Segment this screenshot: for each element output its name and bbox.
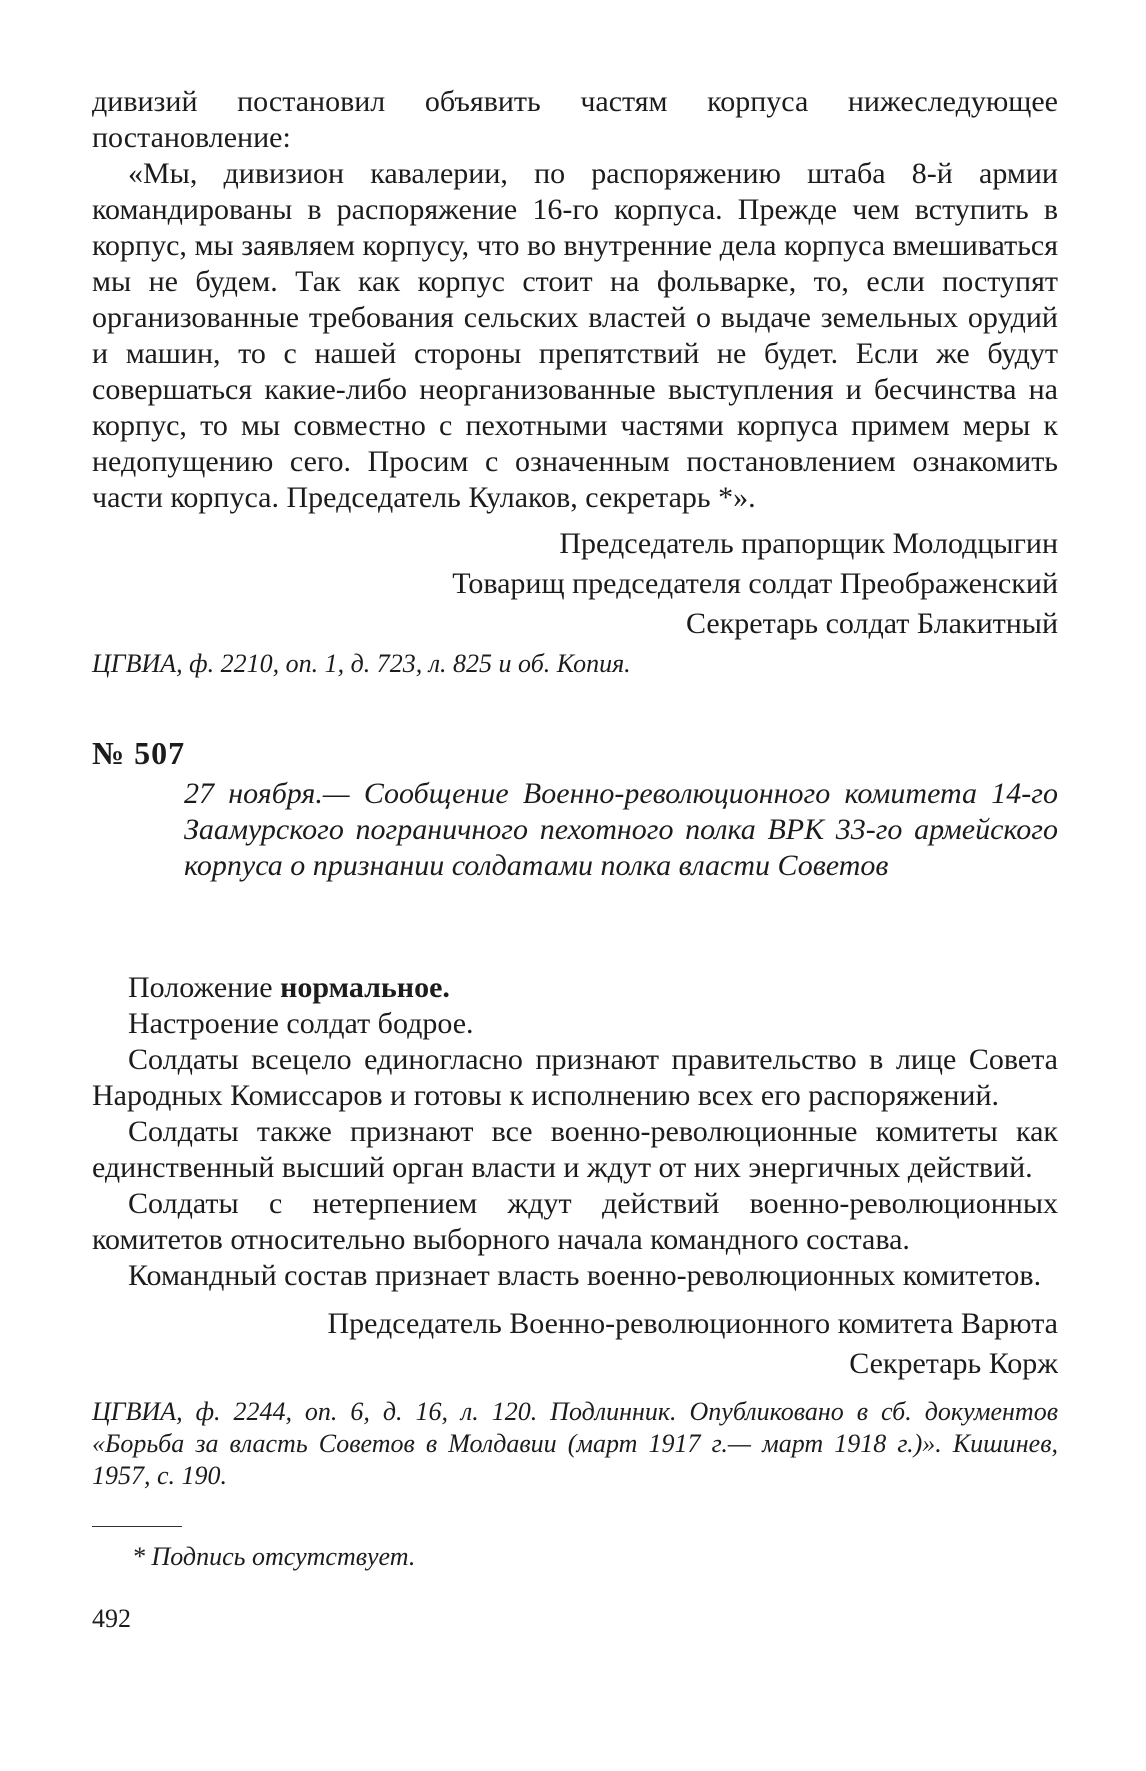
doc1-quote-paragraph: «Мы, дивизион кавалерии, по распоряжению штаба 8-й армии командированы в распоряжение 16-го корпуса. Прежде чем вступить в корпус, мы заявляем корпусу, что во внутренние дела корпуса вмешиваться мы не будем. Так как корпус стоит на фольварке, то, если поступят организованные требования сельских властей о выдаче земельных орудий и машин, то с нашей стороны препятствий не будет. Если же будут совершаться какие-либо неорганизованные выступления и бесчинства на корпус, то мы совместно с пехотными частями корпуса примем меры к недопущению сего. Просим с означенным постановлением ознакомить части корпуса. Председатель Кулаков, секретарь *». [92,157,1058,514]
doc2-line-situation-bold: нормальное. [280,971,450,1004]
doc2-signature-secretary: Секретарь Корж [849,1347,1058,1380]
doc1-intro-paragraph: дивизий постановил объявить частям корпуса нижеследующее постановление: [92,85,1058,154]
doc2-paragraph-4: Командный состав признает власть военно-революционных комитетов. [128,1259,1042,1292]
doc2-line-mood: Настроение солдат бодрое. [128,1007,474,1040]
doc2-signature-chairman: Председатель Военно-революционного комитета Варюта [327,1307,1058,1340]
footnote: * Подпись отсутствует. [132,1542,416,1571]
doc2-paragraph-2: Солдаты также признают все военно-революционные комитеты как единственный высший орган власти и ждут от них энергичных действий. [92,1115,1058,1184]
doc2-line-situation [92,970,1058,1006]
doc1-signature-secretary: Секретарь солдат Блакитный [686,607,1058,640]
doc1-signature-chairman: Председатель прапорщик Молодцыгин [559,527,1058,560]
page [92,84,1058,1635]
doc2-number: № 507 [92,735,186,771]
doc2-paragraph-1: Солдаты всецело единогласно признают правительство в лице Совета Народных Комиссаров и готовы к исполнению всех его распоряжений. [92,1043,1058,1112]
doc1-signature-deputy: Товарищ председателя солдат Преображенский [452,567,1058,600]
doc2-line-situation-text: Положение [128,971,281,1004]
doc2-paragraph-3: Солдаты с нетерпением ждут действий военно-революционных комитетов относительно выборного начала командного состава. [92,1187,1058,1256]
doc2-archive-reference: ЦГВИА, ф. 2244, оп. 6, д. 16, л. 120. Подлинник. Опубликовано в сб. документов «Борьба за власть Советов в Молдавии (март 1917 г.— март 1918 г.)». Кишинев, 1957, с. 190. [92,1397,1058,1490]
doc2-heading: 27 ноября.— Сообщение Военно-революционного комитета 14-го Заамурского пограничного пехотного полка ВРК 33-го армейского корпуса о признании солдатами полка власти Советов [184,777,1058,882]
doc1-archive-reference: ЦГВИА, ф. 2210, оп. 1, д. 723, л. 825 и об. Копия. [92,649,631,678]
page-number: 492 [92,1604,131,1633]
